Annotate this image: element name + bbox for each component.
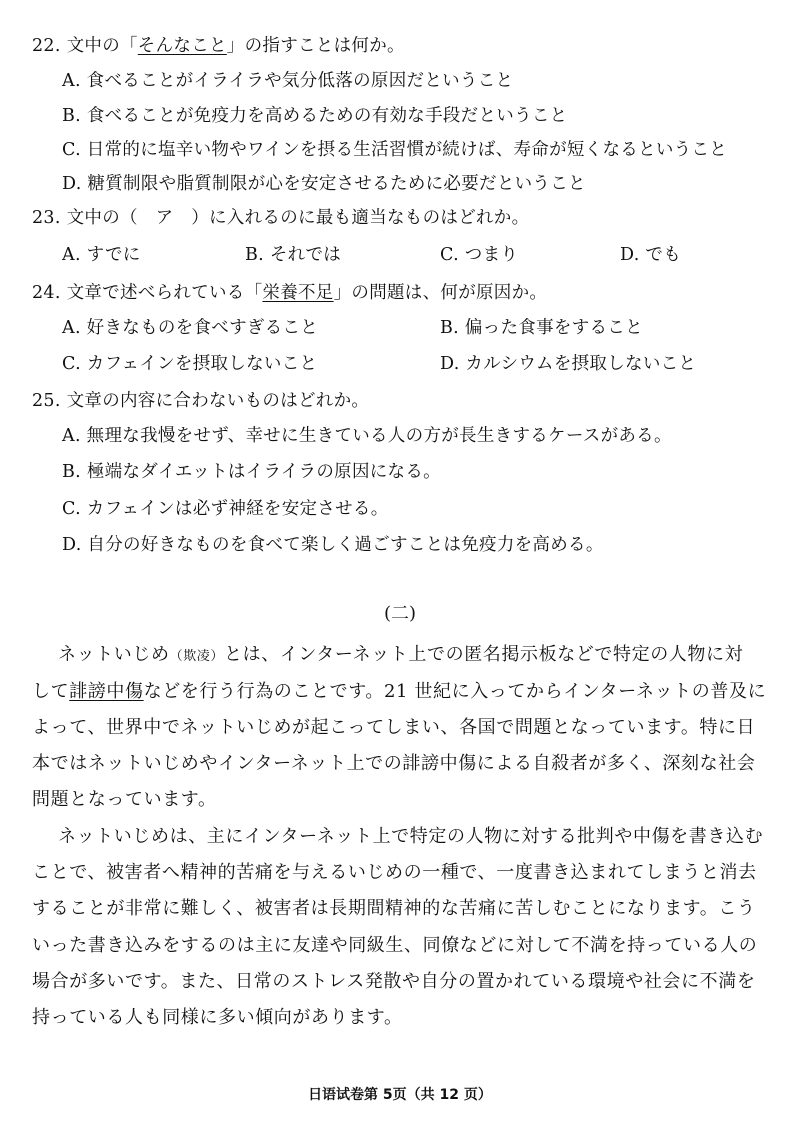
section-title: (二) <box>383 603 417 624</box>
passage-text: ネットいじめ <box>58 644 170 665</box>
question-22-option-b: B. 食べることが免疫力を高めるための有効な手段だということ <box>62 106 568 126</box>
passage-line: ことで、被害者へ精神的苦痛を与えるいじめの一種で、一度書き込まれてしまうと消去 <box>32 862 757 883</box>
question-25-option-b: B. 極端なダイエットはイライラの原因になる。 <box>62 462 441 482</box>
stem-text: 22. 文中の「 <box>32 36 138 56</box>
question-24-option-a: A. 好きなものを食べすぎること <box>62 318 319 338</box>
question-23-option-c: C. つまり <box>440 245 519 265</box>
question-24-stem <box>32 281 547 305</box>
question-24-option-b: B. 偏った食事をすること <box>440 318 643 338</box>
passage-line: することが非常に難しく、被害者は長期間精神的な苦痛に苦しむことになります。こう <box>32 898 756 919</box>
question-25-option-c: C. カフェインは必ず神経を安定させる。 <box>62 499 389 519</box>
question-22-option-a: A. 食べることがイライラや気分低落の原因だということ <box>62 71 514 91</box>
underlined-phrase: 誹謗中傷 <box>69 681 144 702</box>
passage-line <box>58 643 743 669</box>
passage-line: よって、世界中でネットいじめが起こってしまい、各国で問題となっています。特に日 <box>32 717 756 738</box>
passage-line: 持っている人も同様に多い傾向があります。 <box>32 1007 403 1028</box>
question-25-stem: 25. 文章の内容に合わないものはどれか。 <box>32 391 370 411</box>
question-22-stem <box>32 34 405 58</box>
passage-line: 本ではネットいじめやインターネット上での誹謗中傷による自殺者が多く、深刻な社会 <box>32 753 756 774</box>
underlined-phrase: そんなこと <box>137 36 227 56</box>
question-23-stem: 23. 文中の（ ア ）に入れるのに最も適当なものはどれか。 <box>32 208 530 228</box>
question-23-option-a: A. すでに <box>62 245 141 265</box>
question-25-option-a: A. 無理な我慢をせず、幸せに生きている人の方が長生きするケースがある。 <box>62 426 672 446</box>
question-23-option-b: B. それでは <box>245 245 342 265</box>
question-23-option-d: D. でも <box>620 245 682 265</box>
passage-text: とは、インターネット上での匿名掲示板などで特定の人物に対 <box>224 644 744 665</box>
gloss-note: （欺凌） <box>169 649 225 664</box>
passage-line <box>32 680 766 704</box>
stem-text: 」の問題は、何が原因か。 <box>333 283 548 303</box>
passage-text: して <box>32 681 70 702</box>
passage-line: 場合が多いです。また、日常のストレス発散や自分の置かれている環境や社会に不満を <box>32 971 756 992</box>
question-24-option-d: D. カルシウムを摂取しないこと <box>440 354 697 374</box>
passage-line: 問題となっています。 <box>32 789 217 810</box>
underlined-phrase: 栄養不足 <box>262 283 334 303</box>
question-24-option-c: C. カフェインを摂取しないこと <box>62 354 318 374</box>
question-25-option-d: D. 自分の好きなものを食べて楽しく過ごすことは免疫力を高める。 <box>62 535 604 555</box>
page-footer: 日语试卷第 5页（共 12 页） <box>308 1087 492 1103</box>
question-22-option-d: D. 糖質制限や脂質制限が心を安定させるために必要だということ <box>62 174 586 194</box>
stem-text: 」の指すことは何か。 <box>226 36 405 56</box>
passage-line: いった書き込みをするのは主に友達や同級生、同僚などに対して不満を持っている人の <box>32 935 758 956</box>
passage-line: ネットいじめは、主にインターネット上で特定の人物に対する批判や中傷を書き込む <box>58 826 764 847</box>
passage-text: などを行う行為のことです。21 世紀に入ってからインターネットの普及に <box>143 681 767 702</box>
stem-text: 24. 文章で述べられている「 <box>32 283 263 303</box>
question-22-option-c: C. 日常的に塩辛い物やワインを摂る生活習慣が続けば、寿命が短くなるということ <box>62 140 728 160</box>
